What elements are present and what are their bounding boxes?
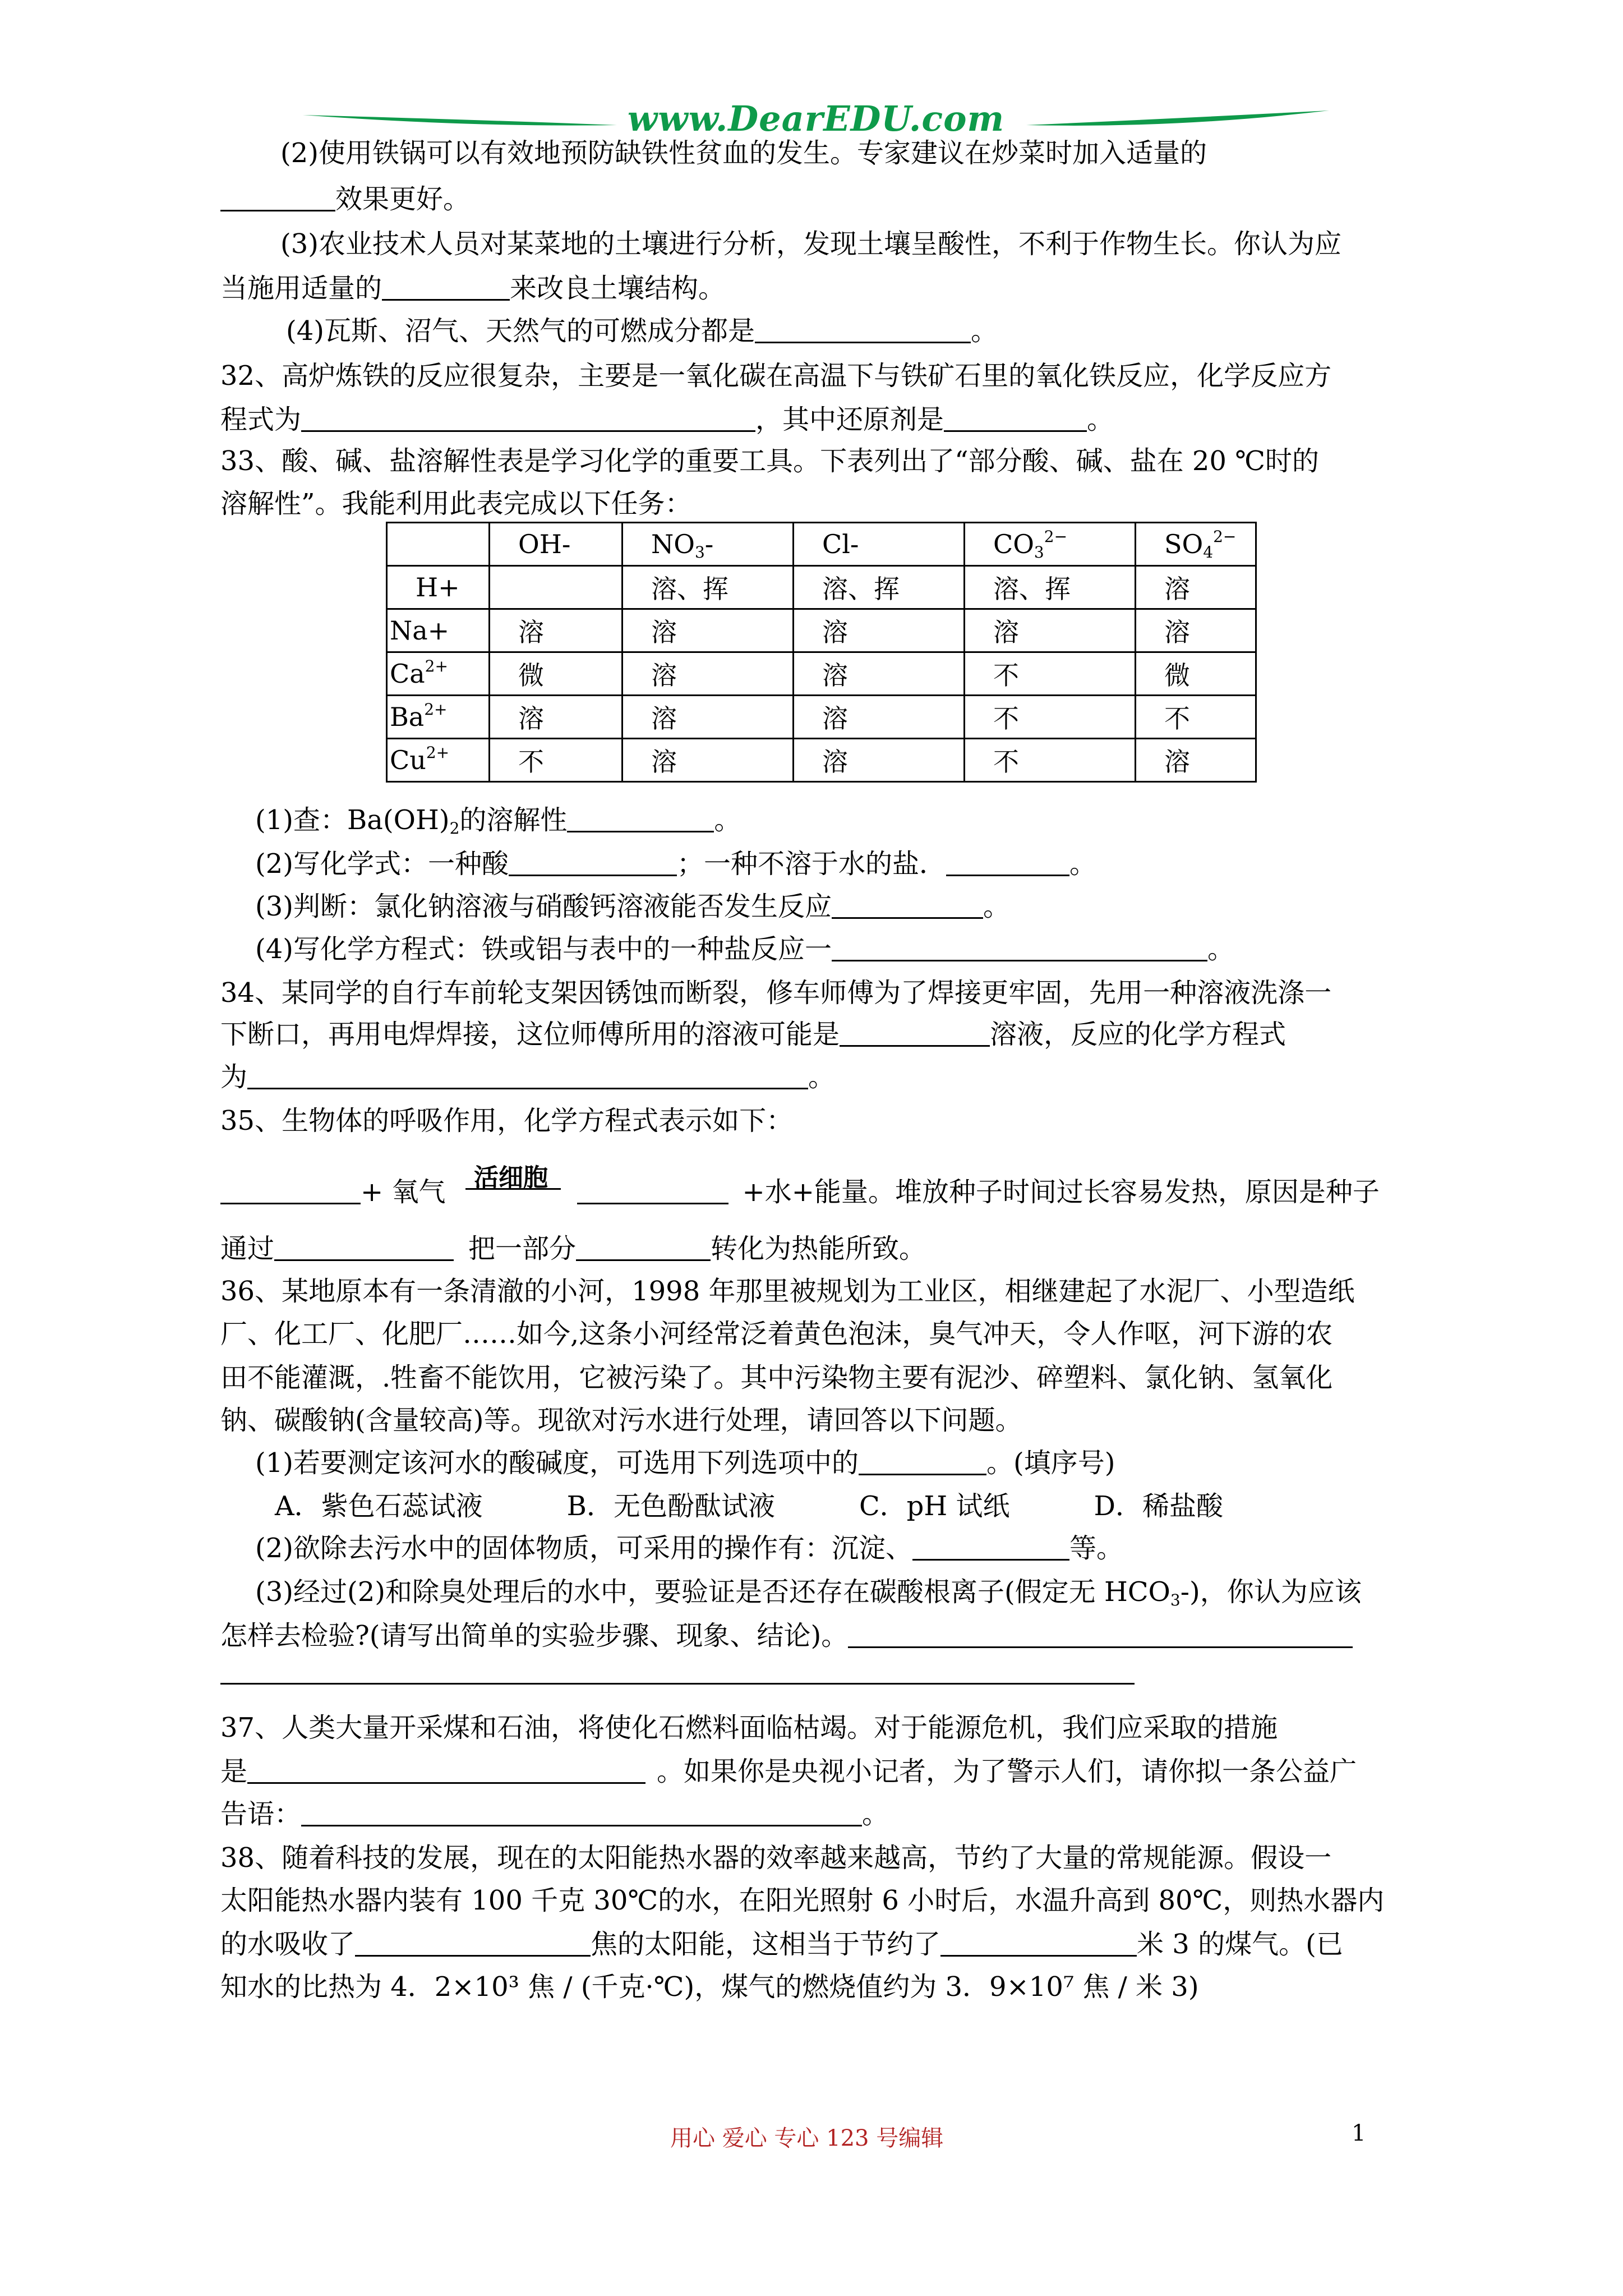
table-cell: 微 (490, 652, 623, 696)
option-c[interactable]: C．pH 试纸 (859, 1490, 1010, 1522)
option-b[interactable]: B．无色酚酞试液 (566, 1490, 775, 1522)
answer-blank[interactable] (382, 272, 510, 301)
answer-blank[interactable] (755, 315, 971, 343)
answer-blank[interactable] (832, 890, 983, 919)
q36-line2: 厂、化工厂、化肥厂……如今,这条小河经常泛着黄色泡沫，臭气冲天，令人作呕，河下游的农 (220, 1318, 1333, 1350)
q32-line1: 32、高炉炼铁的反应很复杂，主要是一氧化碳在高温下与铁矿石里的氧化铁反应，化学反应方 (220, 360, 1332, 392)
table-cell: 溶 (1136, 739, 1256, 782)
table-cell: 溶 (1136, 566, 1256, 609)
table-cell (490, 566, 623, 609)
table-cell: Cl- (794, 523, 965, 566)
table-cell: 溶 (794, 609, 965, 652)
table-cell: 溶 (794, 696, 965, 739)
q36-line3: 田不能灌溉，.牲畜不能饮用，它被污染了。其中污染物主要有泥沙、碎塑料、氯化钠、氢氧化 (220, 1362, 1333, 1393)
answer-blank[interactable] (567, 804, 714, 832)
table-cell: 溶 (490, 696, 623, 739)
option-a[interactable]: A．紫色石蕊试液 (275, 1490, 483, 1522)
table-cell: $Ca^{2+}$ (387, 652, 490, 696)
table-cell: $Cu^{2+}$ (387, 739, 490, 782)
answer-blank[interactable] (840, 1018, 990, 1047)
table-cell: 不 (1136, 696, 1256, 739)
answer-blank[interactable] (247, 1755, 645, 1784)
table-cell: 溶 (1136, 609, 1256, 652)
site-name[interactable]: www.DearEDU.com (627, 98, 1005, 139)
answer-blank[interactable] (832, 933, 1207, 961)
table-cell: $Ba^{2+}$ (387, 696, 490, 739)
table-cell: OH- (490, 523, 623, 566)
q37-line1: 37、人类大量开采煤和石油，将使化石燃料面临枯竭。对于能源危机，我们应采取的措施 (220, 1712, 1278, 1743)
table-cell: 溶、挥 (965, 566, 1136, 609)
answer-blank[interactable] (355, 1928, 591, 1957)
q33-sub4: (4)写化学方程式：铁或铝与表中的一种盐反应一 。 (255, 933, 1235, 965)
table-cell: $NO_3-$ (623, 523, 794, 566)
q38-line4: 知水的比热为 4．2×10³ 焦 / (千克·℃)，煤气的燃烧值约为 3．9×10⁷ 焦 / 米 3) (220, 1971, 1199, 2003)
q35-line1: 35、生物体的呼吸作用，化学方程式表示如下： (220, 1105, 794, 1137)
answer-blank[interactable] (848, 1619, 1353, 1648)
q33-sub1: (1)查：$Ba(OH)_2$的溶解性 。 (255, 804, 741, 838)
table-cell: 不 (965, 652, 1136, 696)
q36-line4: 钠、碳酸钠(含量较高)等。现欲对污水进行处理，请回答以下问题。 (220, 1405, 1022, 1436)
table-cell: Na+ (387, 609, 490, 652)
q38-line2: 太阳能热水器内装有 100 千克 30℃的水，在阳光照射 6 小时后，水温升高到 80℃，则热水器内 (220, 1885, 1385, 1916)
table-row (387, 696, 1256, 739)
table-cell: 不 (965, 739, 1136, 782)
table-cell: $CO_3^{2-}$ (965, 523, 1136, 566)
table-cell: 溶 (794, 652, 965, 696)
table-row (387, 566, 1256, 609)
q38-line1: 38、随着科技的发展，现在的太阳能热水器的效率越来越高，节约了大量的常规能源。假设一 (220, 1842, 1332, 1874)
q34-line3: 为 。 (220, 1061, 836, 1093)
answer-blank[interactable] (912, 1532, 1069, 1561)
table-cell: 不 (965, 696, 1136, 739)
q35-line3: 通过 把一部分 转化为热能所致。 (220, 1233, 926, 1264)
answer-blank[interactable] (301, 1798, 862, 1826)
answer-blank[interactable] (859, 1447, 986, 1475)
answer-blank[interactable] (940, 1928, 1137, 1957)
q36-sub1: (1)若要测定该河水的酸碱度，可选用下列选项中的 。(填序号) (255, 1447, 1115, 1479)
answer-blank[interactable] (944, 403, 1087, 432)
option-d[interactable]: D．稀盐酸 (1094, 1490, 1224, 1522)
q36-sub2: (2)欲除去污水中的固体物质，可采用的操作有：沉淀、 等。 (255, 1533, 1124, 1564)
q31-p3-line2: 当施用适量的 来改良土壤结构。 (220, 273, 726, 304)
q33-sub2: (2)写化学式：一种酸 ；一种不溶于水的盐． 。 (255, 848, 1097, 880)
answer-blank[interactable] (274, 1232, 454, 1261)
answer-blank[interactable] (220, 1176, 361, 1204)
table-cell: 溶 (623, 609, 794, 652)
table-header-row (387, 523, 1256, 566)
answer-blank[interactable] (577, 1176, 728, 1204)
table-cell: $SO_4^{2-}$ (1136, 523, 1256, 566)
table-row (387, 609, 1256, 652)
q33-line2: 溶解性”。我能利用此表完成以下任务： (220, 488, 692, 519)
answer-blank-line[interactable] (220, 1683, 1135, 1685)
solubility-table (386, 522, 1257, 783)
table-cell: 溶、挥 (623, 566, 794, 609)
footer-text: 用心 爱心 专心 123 号编辑 (670, 2125, 944, 2151)
answer-blank[interactable] (576, 1232, 711, 1261)
q31-p4: (4)瓦斯、沼气、天然气的可燃成分都是 。 (286, 315, 998, 347)
table-cell: 溶、挥 (794, 566, 965, 609)
q36-sub3-line2: 怎样去检验?(请写出简单的实验步骤、现象、结论)。 (220, 1619, 1353, 1653)
table-row (387, 652, 1256, 696)
table-cell: 溶 (623, 652, 794, 696)
q33-line1: 33、酸、碱、盐溶解性表是学习化学的重要工具。下表列出了“部分酸、碱、盐在 20 ℃时的 (220, 445, 1319, 477)
table-cell: 溶 (965, 609, 1136, 652)
table-cell: 溶 (794, 739, 965, 782)
reaction-condition-label: 活细胞 (474, 1163, 548, 1192)
answer-blank[interactable] (247, 1061, 808, 1089)
answer-blank[interactable] (946, 848, 1069, 876)
q31-p2-line2: 效果更好。 (220, 182, 470, 216)
table-cell: 溶 (623, 739, 794, 782)
answer-blank[interactable] (220, 183, 335, 211)
q33-sub3: (3)判断：氯化钠溶液与硝酸钙溶液能否发生反应 。 (255, 891, 1011, 922)
table-cell (387, 523, 490, 566)
table-cell: 不 (490, 739, 623, 782)
q35-line2: + 氧气 +水+能量。堆放种子时间过长容易发热，原因是种子 (220, 1175, 1380, 1209)
table-cell: H+ (387, 566, 490, 609)
answer-blank[interactable] (301, 403, 755, 432)
page-number: 1 (1352, 2120, 1366, 2146)
q36-sub3-line1: (3)经过(2)和除臭处理后的水中，要验证是否还存在碳酸根离子(假定无 $HCO_3-$)，你认为应该 (255, 1576, 1362, 1609)
q31-p3-line1: (3)农业技术人员对某菜地的土壤进行分析，发现土壤呈酸性，不利于作物生长。你认为应 (280, 228, 1341, 260)
q36-line1: 36、某地原本有一条清澈的小河，1998 年那里被规划为工业区，相继建起了水泥厂、小型造纸 (220, 1276, 1355, 1307)
q34-line2: 下断口，再用电焊焊接，这位师傅所用的溶液可能是 溶液，反应的化学方程式 (220, 1019, 1287, 1050)
table-cell: 溶 (623, 696, 794, 739)
table-cell: 微 (1136, 652, 1256, 696)
q34-line1: 34、某同学的自行车前轮支架因锈蚀而断裂，修车师傅为了焊接更牢固，先用一种溶液洗涤一 (220, 977, 1332, 1009)
q37-line2: 是 。如果你是央视小记者，为了警示人们，请你拟一条公益广 (220, 1756, 1357, 1787)
q36-options (275, 1489, 1223, 1523)
table-cell: 溶 (490, 609, 623, 652)
answer-blank[interactable] (509, 848, 677, 876)
q38-line3: 的水吸收了 焦的太阳能，这相当于节约了 米 3 的煤气。(已 (220, 1929, 1343, 1960)
table-row (387, 739, 1256, 782)
q32-line2: 程式为 ，其中还原剂是 。 (220, 404, 1114, 435)
q37-line3: 告语： 。 (220, 1798, 889, 1830)
q31-p2-line1: (2)使用铁锅可以有效地预防缺铁性贫血的发生。专家建议在炒菜时加入适量的 (280, 137, 1207, 169)
